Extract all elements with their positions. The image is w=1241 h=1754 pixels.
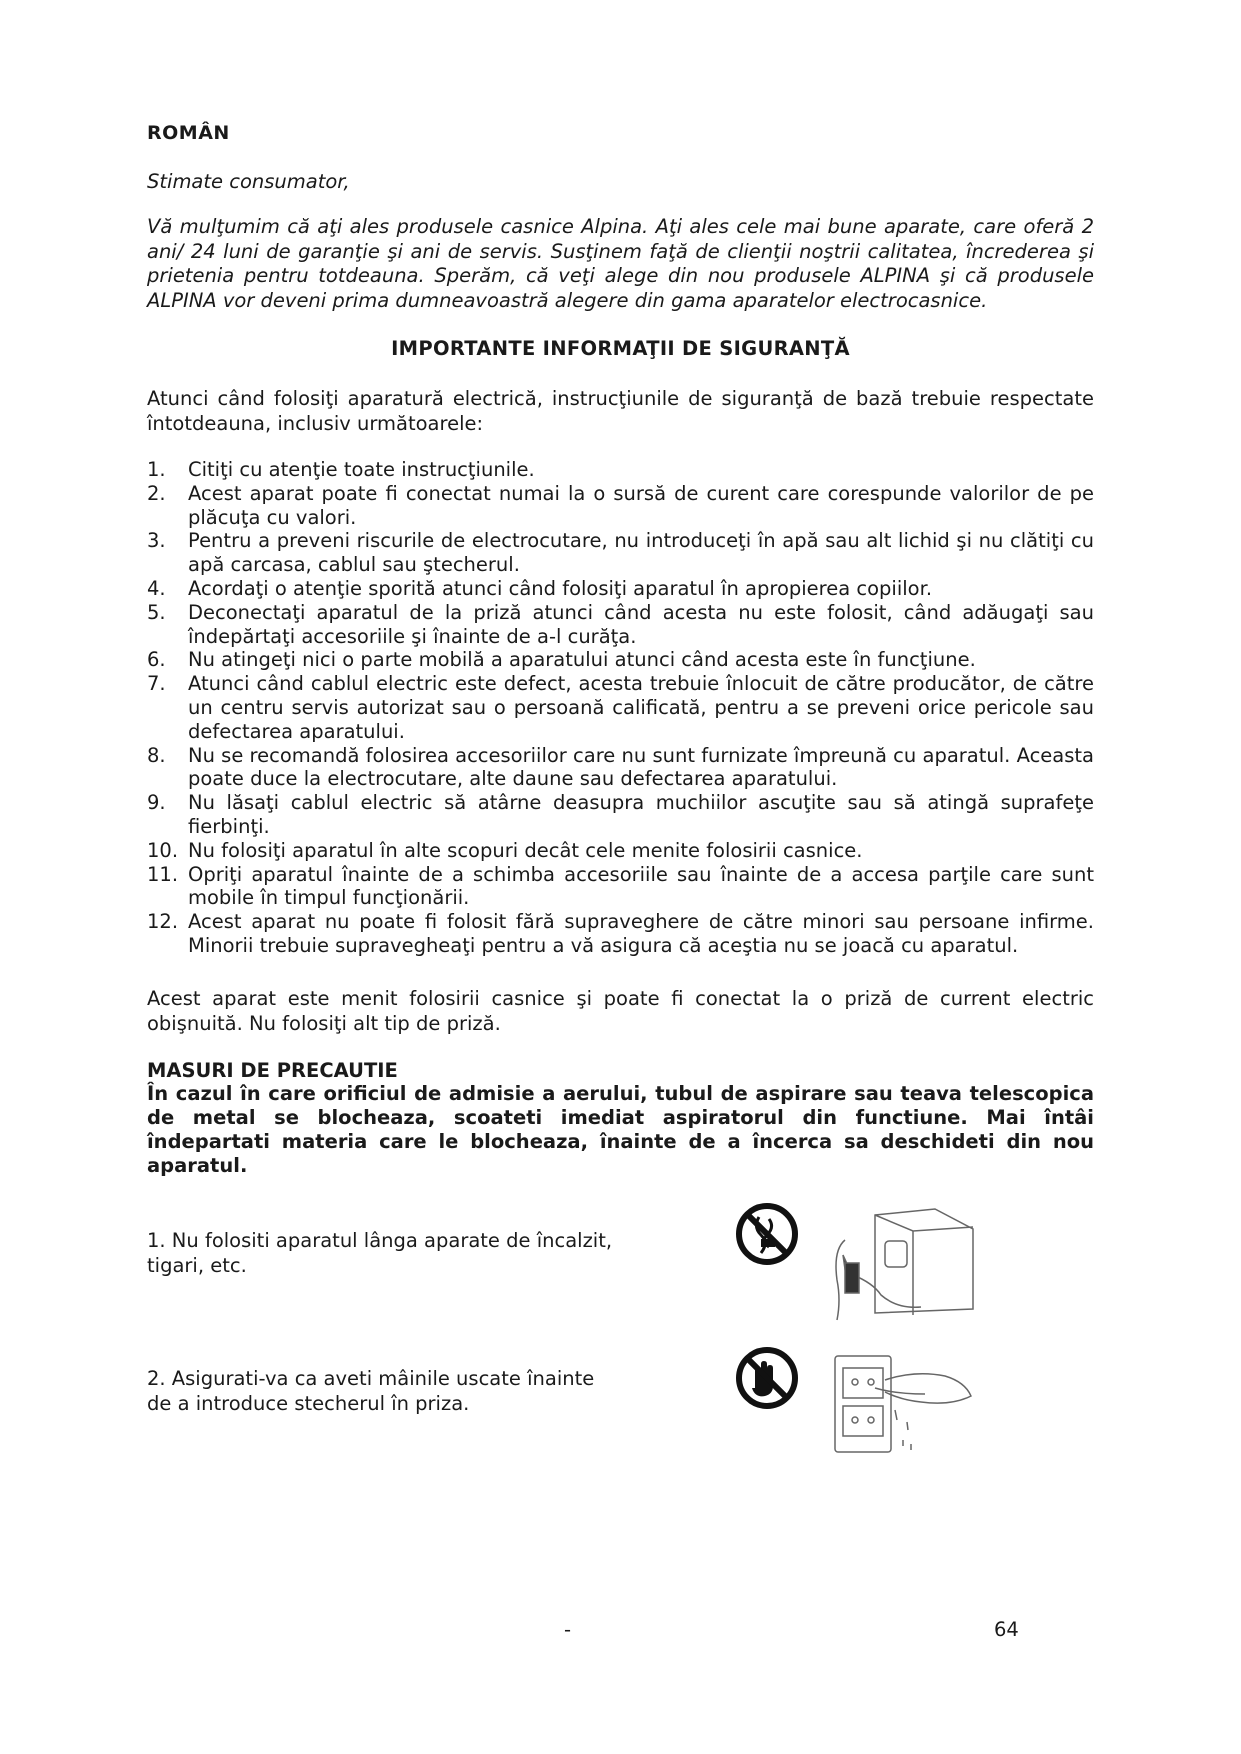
- item-number: 2.: [147, 481, 166, 505]
- greeting: Stimate consumator,: [147, 170, 350, 193]
- list-item: [147, 482, 1094, 530]
- list-item: [147, 672, 1094, 743]
- footer-dash: -: [564, 1618, 572, 1641]
- list-item: [147, 910, 1094, 958]
- safety-title: IMPORTANTE INFORMAŢII DE SIGURANŢĂ: [391, 337, 850, 360]
- item-text: Nu atingeţi nici o parte mobilă a aparatului atunci când acesta este în funcţiune.: [188, 648, 976, 672]
- item-number: 1.: [147, 458, 166, 481]
- list-item: [147, 744, 1094, 792]
- list-item: [147, 577, 1094, 601]
- item-text: Acordaţi o atenţie sporită atunci când folosiţi aparatul în apropierea copiilor.: [188, 576, 933, 600]
- illustration-plug: [735, 1340, 975, 1470]
- item-text: Citiţi cu atenţie toate instrucţiunile.: [188, 458, 535, 481]
- language-heading: ROMÂN: [147, 122, 230, 144]
- item-number: 10.: [147, 838, 179, 862]
- item-text: Nu folosiţi aparatul în alte scopuri decât cele menite folosirii casnice.: [188, 838, 863, 862]
- safety-lead: Atunci când folosiţi aparatură electrică, instrucţiunile de siguranţă de bază trebuie respectate întotdeauna, inclusiv următoarele:: [147, 387, 1094, 435]
- item-number: 7.: [147, 672, 166, 696]
- list-item: [147, 648, 1094, 672]
- precautions-title: MASURI DE PRECAUTIE: [147, 1059, 398, 1082]
- list-item: [147, 458, 1094, 482]
- item-number: 5.: [147, 600, 166, 624]
- list-item: [147, 839, 1094, 863]
- item-number: 4.: [147, 576, 166, 600]
- item-number: 11.: [147, 862, 179, 886]
- item-text: Acest aparat nu poate fi folosit fără supraveghere de către minori sau persoane infirme. Minorii trebuie supravegheaţi pentru a vă asigura că aceştia nu se joacă cu aparatul.: [188, 910, 1094, 957]
- item-number: 9.: [147, 791, 166, 815]
- item-text: Pentru a preveni riscurile de electrocutare, nu introduceţi în apă sau alt lichid şi nu clătiţi cu apă carcasa, cablul sau ştecherul.: [188, 529, 1094, 577]
- safety-list: [147, 458, 1094, 958]
- heater-drawing: [836, 1209, 973, 1320]
- item-text: Acest aparat poate fi conectat numai la o sursă de curent care corespunde valorilor de pe plăcuţa cu valori.: [188, 481, 1094, 529]
- precaution-tip-1: 1. Nu folositi aparatul lânga aparate de încalzit, tigari, etc.: [147, 1229, 613, 1277]
- item-text: Atunci când cablul electric este defect, acesta trebuie înlocuit de către producător, de către un centru servis autorizat sau o persoană calificată, pentru a se preveni orice pericole sau defectarea aparatului.: [188, 672, 1094, 743]
- list-item: [147, 791, 1094, 839]
- no-heat-source-icon: [739, 1206, 795, 1262]
- illustration-heater: [735, 1195, 975, 1335]
- item-number: 6.: [147, 648, 166, 672]
- item-text: Nu se recomandă folosirea accesoriilor care nu sunt furnizate împreună cu aparatul. Aceasta poate duce la electrocutare, alte daune sau defectarea aparatului.: [188, 743, 1094, 791]
- item-text: Opriţi aparatul înainte de a schimba accesoriile sau înainte de a accesa parţile care sunt mobile în timpul funcţionării.: [188, 862, 1094, 910]
- precautions-body: În cazul în care orificiul de admisie a aerului, tubul de aspirare sau teava telescopica de metal se blocheaza, scoateti imediat aspiratorul din functiune. Mai întâi îndepartati materia care le blocheaza, înainte de a încerca sa deschideti din nou aparatul.: [147, 1082, 1094, 1177]
- list-item: [147, 863, 1094, 911]
- list-item: [147, 529, 1094, 577]
- item-number: 3.: [147, 529, 166, 553]
- item-number: 12.: [147, 910, 179, 934]
- page-number: 64: [994, 1618, 1019, 1641]
- list-item: [147, 601, 1094, 649]
- socket-drawing: [835, 1356, 971, 1452]
- item-number: 8.: [147, 743, 166, 767]
- intro-paragraph: Vă mulţumim că aţi ales produsele casnice Alpina. Aţi ales cele mai bune aparate, care oferă 2 ani/ 24 luni de garanţie şi ani de servis. Susţinem faţă de clienţii noştrii calitatea, încrederea şi prietenia pentru totdeauna. Sperăm, că veţi alege din nou produsele ALPINA şi că produsele ALPINA vor deveni prima dumneavoastră alegere din gama aparatelor electrocasnice.: [147, 215, 1094, 312]
- no-wet-hands-icon: [739, 1350, 795, 1406]
- item-text: Deconectaţi aparatul de la priză atunci când acesta nu este folosit, când adăugaţi sau îndepărtaţi accesoriile şi înainte de a-l curăţa.: [188, 600, 1094, 648]
- item-text: Nu lăsaţi cablul electric să atârne deasupra muchiilor ascuţite sau să atingă suprafeţe fierbinţi.: [188, 791, 1094, 838]
- precaution-tip-2: 2. Asigurati-va ca aveti mâinile uscate înainte de a introduce stecherul în priza.: [147, 1367, 595, 1415]
- closing-paragraph: Acest aparat este menit folosirii casnice şi poate fi conectat la o priză de current electric obişnuită. Nu folosiţi alt tip de priză.: [147, 987, 1094, 1035]
